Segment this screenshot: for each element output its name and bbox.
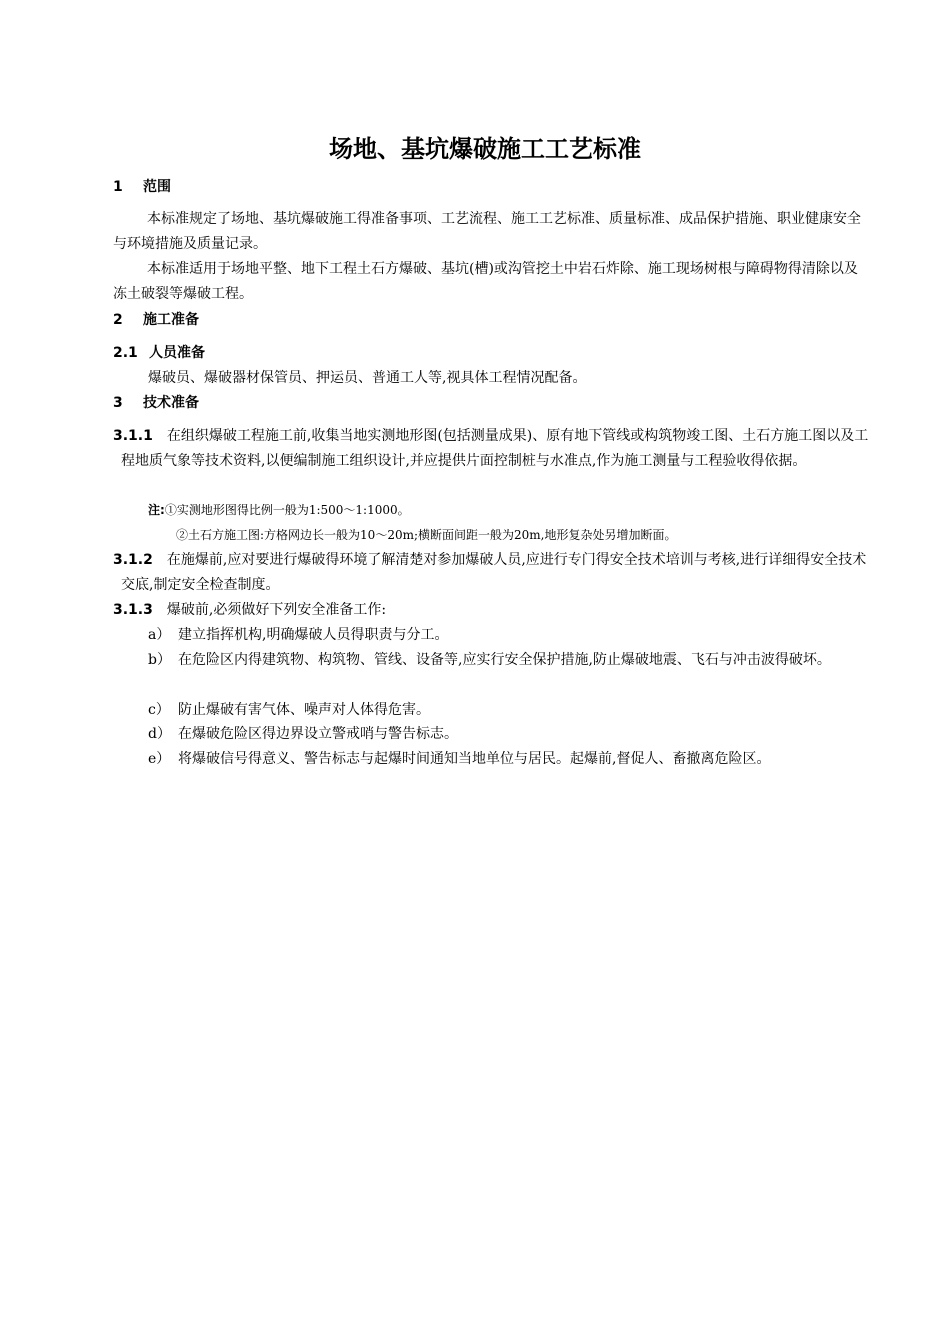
subsection-number: 2.1 — [113, 345, 138, 361]
personnel-paragraph: 爆破员、爆破器材保管员、押运员、普通工人等,视具体工程情况配备。 — [148, 370, 587, 386]
list-item — [148, 623, 868, 648]
list-item — [148, 698, 868, 723]
list-item — [148, 722, 868, 747]
list-item — [148, 747, 868, 772]
list-text: 防止爆破有害气体、噪声对人体得危害。 — [178, 702, 430, 718]
subsection-2-1-heading — [113, 343, 205, 363]
section-title: 施工准备 — [143, 312, 199, 328]
section-number: 2 — [113, 312, 123, 328]
clause-3-1-3 — [113, 598, 868, 623]
clause-text: 在组织爆破工程施工前,收集当地实测地形图(包括测量成果)、原有地下管线或构筑物竣工图、土石方施工图以及工程地质气象等技术资料,以便编制施工组织设计,并应提供片面控制桩与水准点,作为施工测量与工程验收得依据。 — [121, 428, 869, 469]
section-title: 技术准备 — [143, 395, 199, 411]
section-2-heading — [113, 310, 199, 330]
list-text: 建立指挥机构,明确爆破人员得职责与分工。 — [178, 627, 449, 643]
scope-paragraph-2: 本标准适用于场地平整、地下工程土石方爆破、基坑(槽)或沟管挖土中岩石炸除、施工现场树根与障碍物得清除以及冻土破裂等爆破工程。 — [113, 261, 858, 302]
section-3-heading — [113, 393, 199, 413]
list-text: 在危险区内得建筑物、构筑物、管线、设备等,应实行安全保护措施,防止爆破地震、飞石与冲击波得破坏。 — [178, 652, 831, 668]
page-title: 场地、基坑爆破施工工艺标准 — [329, 135, 641, 163]
section-title: 范围 — [143, 179, 171, 195]
list-marker: a） — [148, 627, 171, 643]
clause-text: 在施爆前,应对要进行爆破得环境了解清楚对参加爆破人员,应进行专门得安全技术培训与考核,进行详细得安全技术交底,制定安全检查制度。 — [121, 552, 867, 593]
subsection-title: 人员准备 — [149, 345, 205, 361]
list-marker: e） — [148, 751, 171, 767]
clause-number: 3.1.1 — [113, 428, 153, 444]
clause-text: 爆破前,必须做好下列安全准备工作: — [166, 602, 387, 618]
clause-3-1-2 — [113, 548, 876, 598]
list-marker: d） — [148, 726, 171, 742]
note-label: 注: — [148, 503, 165, 517]
list-text: 将爆破信号得意义、警告标志与起爆时间通知当地单位与居民。起爆前,督促人、畜撤离危险区。 — [178, 751, 771, 767]
clause-number: 3.1.3 — [113, 602, 153, 618]
scope-paragraph-1: 本标准规定了场地、基坑爆破施工得准备事项、工艺流程、施工工艺标准、质量标准、成品保护措施、职业健康安全与环境措施及质量记录。 — [113, 211, 861, 252]
list-item — [148, 648, 868, 673]
clause-number: 3.1.2 — [113, 552, 153, 568]
clause-3-1-1 — [113, 424, 876, 474]
note-line-1 — [148, 500, 410, 520]
section-1-heading — [113, 177, 171, 197]
list-text: 在爆破危险区得边界设立警戒哨与警告标志。 — [178, 726, 458, 742]
list-marker: c） — [148, 702, 170, 718]
note-line-2: ②土石方施工图:方格网边长一般为10～20m;横断面间距一般为20m,地形复杂处另增加断面。 — [176, 528, 677, 542]
section-number: 3 — [113, 395, 123, 411]
section-number: 1 — [113, 179, 123, 195]
list-marker: b） — [148, 652, 171, 668]
note-text: ①实测地形图得比例一般为1:500～1:1000。 — [164, 503, 410, 517]
